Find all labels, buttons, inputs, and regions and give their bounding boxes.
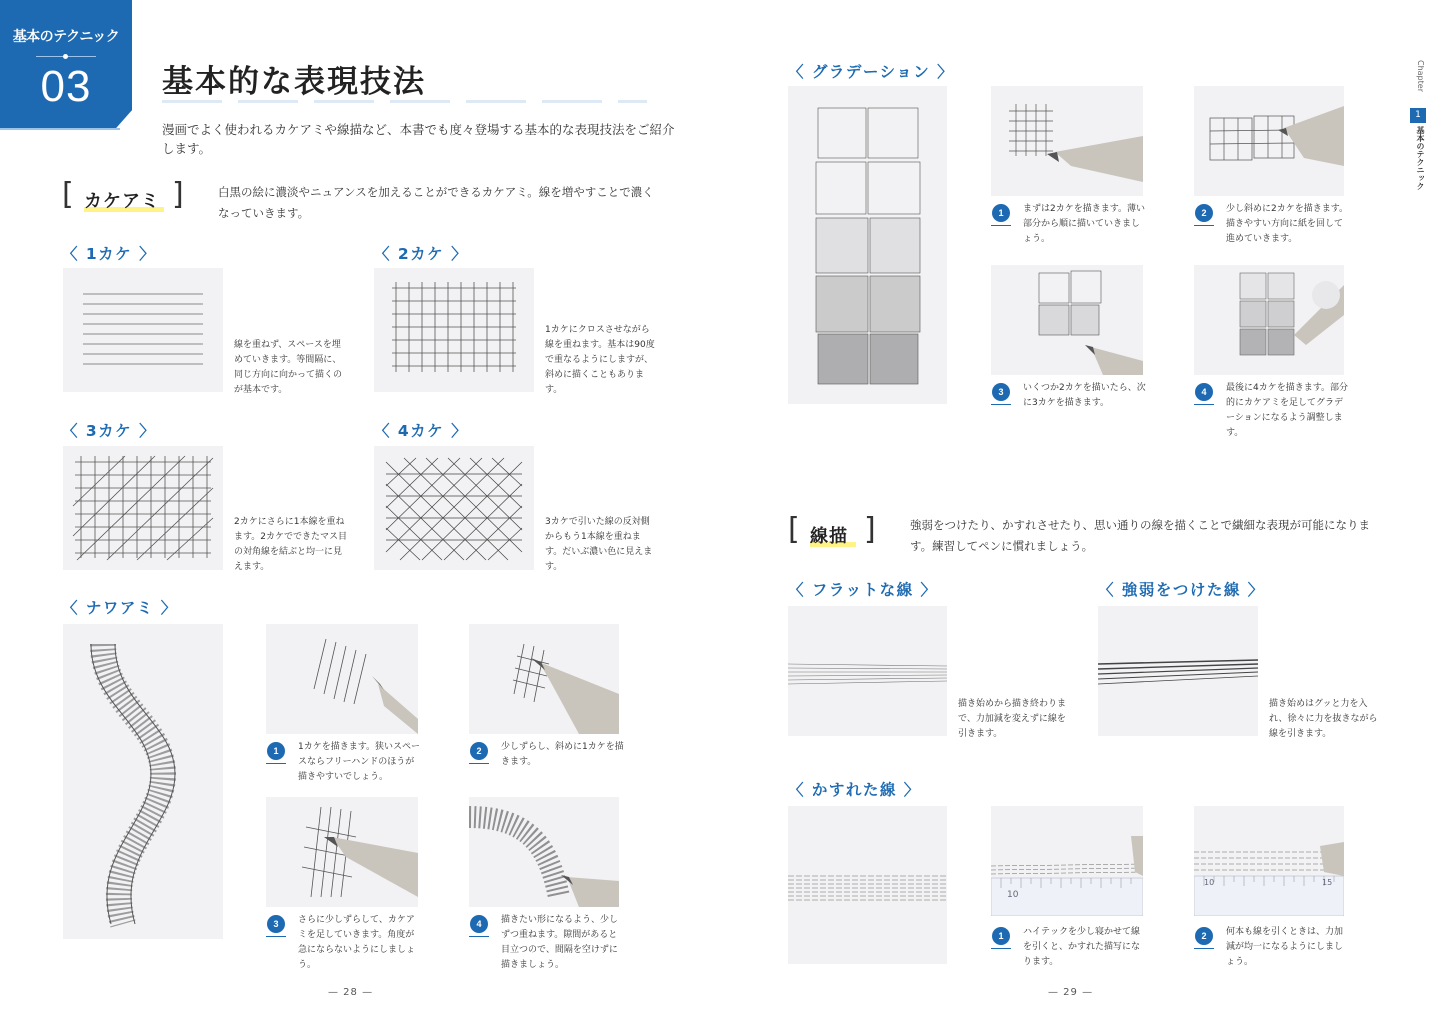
nawaami-step-2-badge: 2 — [470, 742, 488, 760]
step-underline — [469, 763, 489, 764]
photo-gradation-step3 — [991, 265, 1143, 375]
head-1kake: 〈 1カケ 〉 — [62, 245, 157, 263]
gradation-step-1-cap: まずは2カケを描きます。薄い部分から順に描いていきましょう。 — [1023, 204, 1146, 244]
cap-strong-line: 描き始めはグッと力を入れ、徐々に力を抜きながら線を引きます。 — [1269, 699, 1378, 739]
badge-label: 基本のテクニック — [12, 29, 120, 45]
senbyo-title: 線描 — [810, 526, 848, 547]
step-underline — [1194, 225, 1214, 226]
photo-3kake — [63, 446, 223, 570]
title-underline — [162, 100, 647, 103]
intro-text: 漫画でよく使われるカケアミや線描など、本書でも度々登場する基本的な表現技法をご紹介します。 — [162, 122, 675, 156]
nawaami-step-3-cap: さらに少しずらして、カケアミを足していきます。角度が急にならないようにしましょう。 — [298, 915, 416, 970]
kasure-step-1-cap: ハイテックを少し寝かせて線を引くと、かすれた描写になります。 — [1023, 927, 1141, 967]
side-chapter-title: 基本のテクニック — [1416, 126, 1425, 190]
photo-2kake — [374, 268, 534, 392]
photo-nawaami-step2 — [469, 624, 619, 734]
ruler-mark: 15 — [1322, 878, 1333, 887]
kasure-step-2-badge: 2 — [1195, 927, 1213, 945]
photo-nawaami-step3 — [266, 797, 418, 907]
head-4kake: 〈 4カケ 〉 — [374, 422, 469, 440]
page-number-right: — 29 — — [1048, 987, 1094, 998]
photo-nawaami-step1 — [266, 624, 418, 734]
head-strong-line: 〈 強弱をつけた線 〉 — [1098, 581, 1265, 599]
badge-dot — [63, 54, 68, 59]
gradation-step-4-cap: 最後に4カケを描きます。部分的にカケアミを足してグラデーションになるよう調整します。 — [1226, 383, 1349, 438]
photo-kasure-step2 — [1194, 806, 1344, 916]
cap-3kake: 2カケにさらに1本線を重ねます。2カケでできたマス目の対角線を結ぶと均一に見えます。 — [234, 517, 348, 572]
head-gradation: 〈 グラデーション 〉 — [788, 63, 955, 81]
photo-4kake — [374, 446, 534, 570]
head-2kake: 〈 2カケ 〉 — [374, 245, 469, 263]
head-3kake: 〈 3カケ 〉 — [62, 422, 157, 440]
nawaami-step-1-cap: 1カケを描きます。狭いスペースならフリーハンドのほうが描きやすいでしょう。 — [298, 742, 421, 782]
senbyo-section-title — [788, 512, 883, 550]
photo-kasure-step1 — [991, 806, 1143, 916]
head-flat-line: 〈 フラットな線 〉 — [788, 581, 938, 599]
page-number-left: — 28 — — [328, 987, 374, 998]
ruler-mark: 10 — [1007, 890, 1019, 900]
cap-flat-line: 描き始めから描き終わりまで、力加減を変えずに線を引きます。 — [958, 699, 1067, 739]
cap-2kake: 1カケにクロスさせながら線を重ねます。基本は90度で重なるようにしますが、斜めに描くこともあります。 — [545, 325, 655, 395]
bracket-left: [ — [788, 512, 800, 547]
photo-gradation-main — [788, 86, 947, 404]
photo-gradation-step2 — [1194, 86, 1344, 196]
bracket-left: [ — [62, 177, 74, 212]
badge-number: 03 — [40, 62, 92, 111]
step-underline — [469, 936, 489, 937]
nawaami-step-1-badge: 1 — [267, 742, 285, 760]
photo-flat-line — [788, 606, 947, 736]
step-underline — [991, 948, 1011, 949]
bracket-right: ] — [172, 177, 184, 212]
senbyo-desc: 強弱をつけたり、かすれさせたり、思い通りの線を描くことで繊細な表現が可能になります。練習してペンに慣れましょう。 — [910, 518, 1370, 553]
page-title: 基本的な表現技法 — [162, 64, 426, 100]
cap-1kake: 線を重ねず、スペースを埋めていきます。等間隔に、同じ方向に向かって描くのが基本です。 — [234, 340, 343, 395]
step-underline — [1194, 948, 1214, 949]
gradation-step-4-badge: 4 — [1195, 383, 1213, 401]
photo-1kake — [63, 268, 223, 392]
gradation-step-2-cap: 少し斜めに2カケを描きます。描きやすい方向に紙を回して進めていきます。 — [1226, 204, 1349, 244]
step-underline — [991, 225, 1011, 226]
kakeami-section-title — [62, 177, 187, 215]
kakeami-desc: 白黒の絵に濃淡やニュアンスを加えることができるカケアミ。線を増やすことで濃くなっていきます。 — [218, 185, 654, 220]
photo-kasure-line — [788, 806, 947, 964]
side-chapter-number: 1 — [1410, 108, 1426, 123]
photo-nawaami-step4 — [469, 797, 619, 907]
ruler-mark: 10 — [1204, 878, 1215, 887]
bracket-right: ] — [864, 512, 876, 547]
side-chapter-label: Chapter — [1416, 60, 1425, 92]
nawaami-step-2-cap: 少しずらし、斜めに1カケを描きます。 — [501, 742, 624, 767]
badge-edge — [0, 128, 120, 130]
step-underline — [266, 936, 286, 937]
gradation-step-3-badge: 3 — [992, 383, 1010, 401]
step-underline — [266, 763, 286, 764]
gradation-step-1-badge: 1 — [992, 204, 1010, 222]
cap-4kake: 3カケで引いた線の反対側からもう1本線を重ねます。だいぶ濃い色に見えます。 — [545, 517, 653, 572]
step-underline — [991, 404, 1011, 405]
nawaami-step-4-cap: 描きたい形になるよう、少しずつ重ねます。隙間があると目立つので、間隔を空けずに描きましょう。 — [501, 915, 619, 970]
head-nawaami: 〈 ナワアミ 〉 — [62, 599, 178, 617]
gradation-step-2-badge: 2 — [1195, 204, 1213, 222]
photo-gradation-step1 — [991, 86, 1143, 196]
kasure-step-1-badge: 1 — [992, 927, 1010, 945]
step-underline — [1194, 404, 1214, 405]
nawaami-step-4-badge: 4 — [470, 915, 488, 933]
nawaami-step-3-badge: 3 — [267, 915, 285, 933]
head-kasure-line: 〈 かすれた線 〉 — [788, 781, 921, 799]
photo-gradation-step4 — [1194, 265, 1344, 375]
kasure-step-2-cap: 何本も線を引くときは、力加減が均一になるようにしましょう。 — [1226, 927, 1344, 967]
photo-strong-line — [1098, 606, 1258, 736]
photo-nawaami-main — [63, 624, 223, 939]
kakeami-title: カケアミ — [84, 191, 160, 212]
gradation-step-3-cap: いくつか2カケを描いたら、次に3カケを描きます。 — [1023, 383, 1146, 408]
